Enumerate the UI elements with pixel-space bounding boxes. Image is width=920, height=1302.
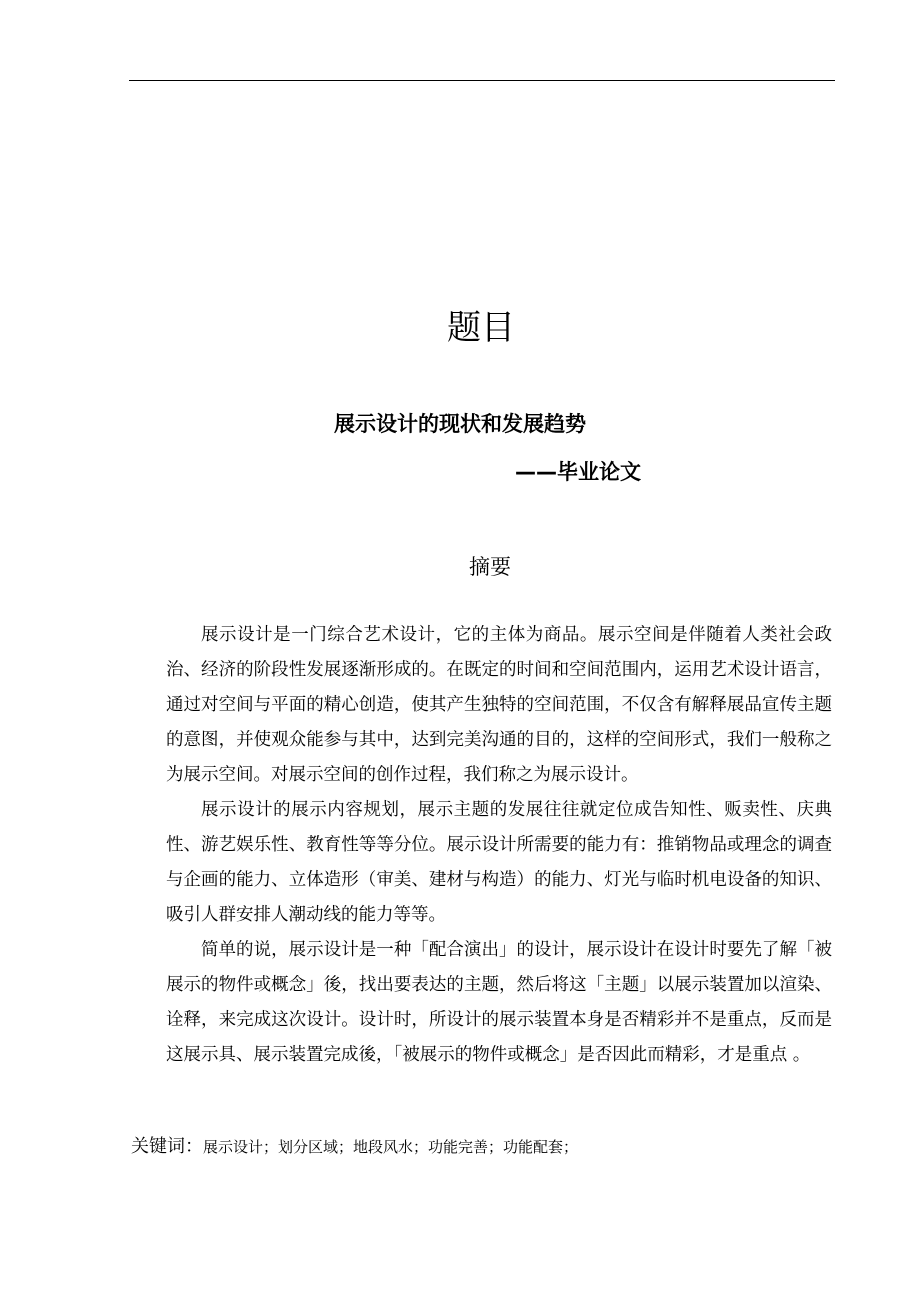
abstract-heading: 摘要 (469, 555, 511, 579)
abstract-paragraph: 展示设计的展示内容规划，展示主题的发展往往就定位成告知性、贩卖性、庆典性、游艺娱乐性、教育性等等分位。展示设计所需要的能力有：推销物品或理念的调查与企画的能力、立体造形（审美、建材与构造）的能力、灯光与临时机电设备的知识、吸引人群安排人潮动线的能力等等。 (166, 800, 832, 925)
thesis-title: 展示设计的现状和发展趋势 (334, 412, 586, 436)
header-rule (129, 80, 835, 81)
abstract-paragraph: 简单的说，展示设计是一种「配合演出」的设计，展示设计在设计时要先了解「被展示的物件或概念」後，找出要表达的主题，然后将这「主题」以展示装置加以渲染、诠释，来完成这次设计。设计时，所设计的展示装置本身是否精彩并不是重点，反而是这展示具、展示装置完成後，「被展示的物件或概念」是否因此而精彩，才是重点 。 (166, 940, 832, 1065)
keywords-line (131, 1132, 831, 1162)
page-heading: 题目 (447, 308, 515, 348)
abstract-body (166, 618, 832, 1073)
keywords-label: 关键词： (131, 1136, 203, 1157)
keywords-value: 展示设计；划分区域；地段风水；功能完善；功能配套； (203, 1138, 579, 1156)
abstract-paragraph: 展示设计是一门综合艺术设计，它的主体为商品。展示空间是伴随着人类社会政治、经济的阶段性发展逐渐形成的。在既定的时间和空间范围内，运用艺术设计语言，通过对空间与平面的精心创造，使其产生独特的空间范围，不仅含有解释展品宣传主题的意图，并使观众能参与其中，达到完美沟通的目的，这样的空间形式，我们一般称之为展示空间。对展示空间的创作过程，我们称之为展示设计。 (166, 625, 832, 785)
thesis-subtitle: ——毕业论文 (515, 460, 641, 484)
